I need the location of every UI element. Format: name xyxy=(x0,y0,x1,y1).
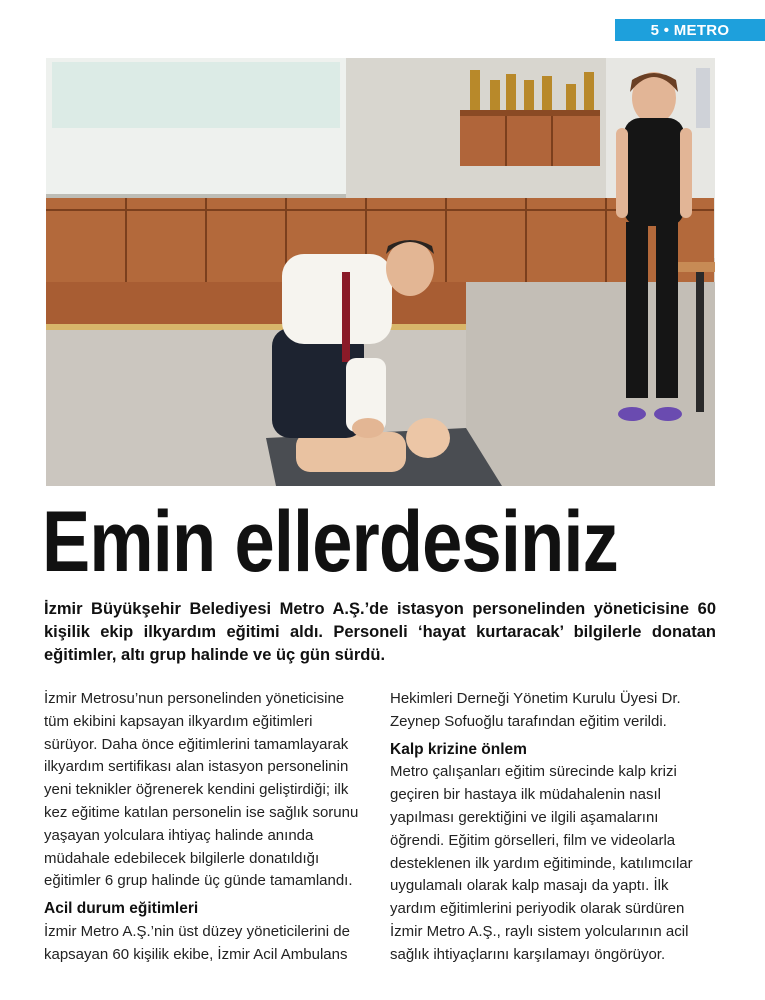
headline: Emin ellerdesiniz xyxy=(42,494,618,590)
left-paragraph-2: İzmir Metro A.Ş.’nin üst düzey yöneticilerini de kapsayan 60 kişilik ekibe, İzmir Acil Ambulans xyxy=(44,922,350,963)
right-subhead: Kalp krizine önlem xyxy=(390,740,527,758)
left-paragraph-1: İzmir Metrosu’nun personelinden yöneticisine tüm ekibini kapsayan ilkyardım eğitimleri sürüyor. Daha önce eğitimlerini tamamlayarak ilkyardım sertifikası alan istasyon personelinin yeni teknikler öğrenerek kendini geliştirdiği; ilk kez eğitime katılan personelin ise sağlık sorunu yaşayan yolculara ihtiyaç halinde anında müdahale edebilecek bilgilerle donatıldığı eğitimler 6 grup halinde üç günde tamamlandı. xyxy=(44,690,359,890)
right-paragraph-2: Metro çalışanları eğitim sürecinde kalp krizi geçiren bir hastaya ilk müdahalenin nasıl yapılması gerektiğini ve ilgili aşamalarını öğrendi. Eğitim görselleri, film ve videolarla desteklenen ilk yardım eğitiminde, katılımcılar uygulamalı olarak kalp masajı da yaptı. İlk yardım eğitimlerini periyodik olarak sürdüren İzmir Metro A.Ş., raylı sistem yolcularının acil sağlık ihtiyaçlarını karşılamayı öngörüyor. xyxy=(390,763,693,963)
right-paragraph-1: Hekimleri Derneği Yönetim Kurulu Üyesi Dr. Zeynep Sofuoğlu tarafından eğitim verildi. xyxy=(390,690,681,730)
photo-illustration xyxy=(46,58,715,486)
right-column xyxy=(390,688,715,967)
page-section-tag: 5 • METRO xyxy=(615,19,765,41)
left-column xyxy=(44,688,366,967)
cpr-training-photo xyxy=(46,58,715,486)
left-subhead: Acil durum eğitimleri xyxy=(44,900,199,918)
lead-paragraph: İzmir Büyükşehir Belediyesi Metro A.Ş.’de istasyon personelinden yöneticisine 60 kişilik ekip ilkyardım eğitimi aldı. Personeli ‘hayat kurtaracak’ bilgilerle donatan eğitimler, altı grup halinde ve üç gün sürdü. xyxy=(44,600,716,664)
